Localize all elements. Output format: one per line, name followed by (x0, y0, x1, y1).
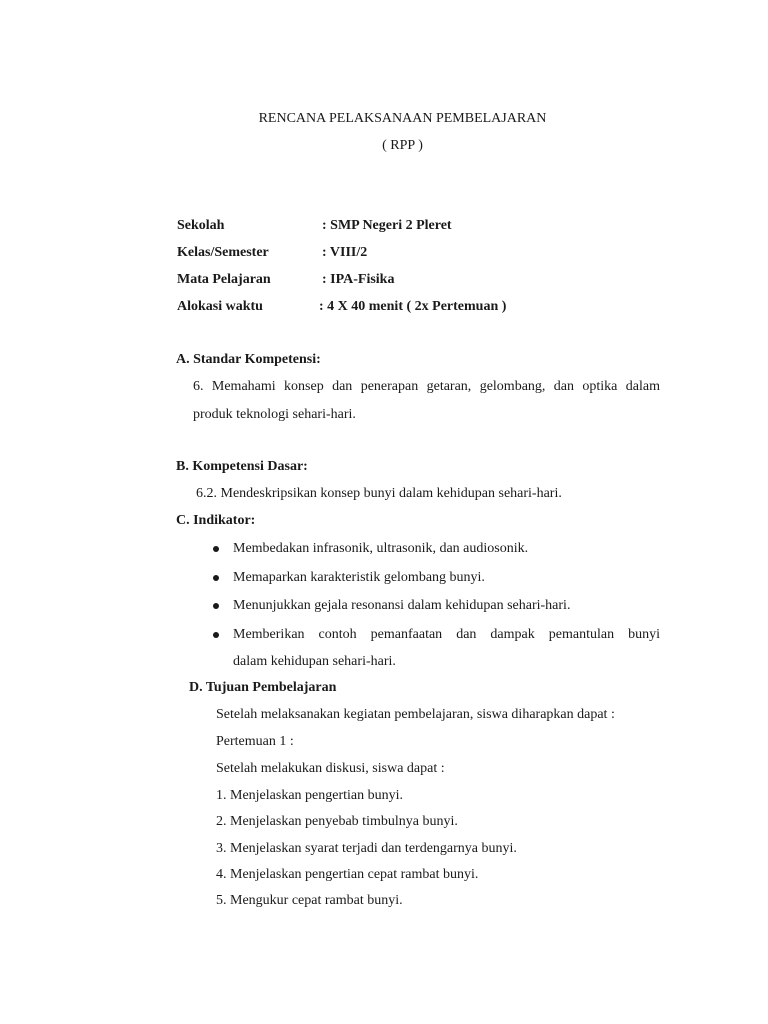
identity-label-school: Sekolah (177, 218, 225, 233)
section-d-meeting: Pertemuan 1 : (216, 734, 294, 749)
document-title: RENCANA PELAKSANAAN PEMBELAJARAN (258, 111, 547, 126)
indicator-item: Memberikan contoh pemanfaatan dan dampak pemantulan bunyi (233, 627, 660, 642)
indicator-item-continuation: dalam kehidupan sehari-hari. (233, 654, 396, 669)
section-a-line-1: 6. Memahami konsep dan penerapan getaran, gelombang, dan optika dalam (193, 379, 660, 394)
goal-item: 1. Menjelaskan pengertian bunyi. (216, 788, 404, 803)
section-d-intro: Setelah melaksanakan kegiatan pembelajaran, siswa diharapkan dapat : (216, 707, 615, 722)
section-a-heading: A. Standar Kompetensi: (176, 352, 321, 367)
identity-value-time: : 4 X 40 menit ( 2x Pertemuan ) (319, 299, 507, 314)
indicator-item: Menunjukkan gejala resonansi dalam kehidupan sehari-hari. (233, 598, 571, 613)
document-subtitle: ( RPP ) (382, 138, 423, 153)
identity-label-subject: Mata Pelajaran (177, 272, 271, 287)
section-b-text: 6.2. Mendeskripsikan konsep bunyi dalam kehidupan sehari-hari. (196, 486, 562, 501)
goal-item: 5. Mengukur cepat rambat bunyi. (216, 893, 403, 908)
section-d-after-discussion: Setelah melakukan diskusi, siswa dapat : (216, 761, 445, 776)
identity-label-class: Kelas/Semester (177, 245, 269, 260)
goal-item: 4. Menjelaskan pengertian cepat rambat bunyi. (216, 867, 479, 882)
identity-label-time: Alokasi waktu (177, 299, 263, 314)
bullet-icon (213, 603, 219, 609)
goal-item: 3. Menjelaskan syarat terjadi dan terdengarnya bunyi. (216, 841, 517, 856)
identity-value-school: : SMP Negeri 2 Pleret (322, 218, 452, 233)
identity-value-class: : VIII/2 (322, 245, 368, 260)
section-c-heading: C. Indikator: (176, 513, 256, 528)
identity-value-subject: : IPA-Fisika (322, 272, 395, 287)
goal-item: 2. Menjelaskan penyebab timbulnya bunyi. (216, 814, 458, 829)
bullet-icon (213, 632, 219, 638)
bullet-icon (213, 575, 219, 581)
indicator-item: Membedakan infrasonik, ultrasonik, dan audiosonik. (233, 541, 529, 556)
section-a-line-2: produk teknologi sehari-hari. (193, 407, 356, 422)
section-d-heading: D. Tujuan Pembelajaran (189, 680, 337, 695)
bullet-icon (213, 546, 219, 552)
indicator-item: Memaparkan karakteristik gelombang bunyi. (233, 570, 485, 585)
section-b-heading: B. Kompetensi Dasar: (176, 459, 308, 474)
